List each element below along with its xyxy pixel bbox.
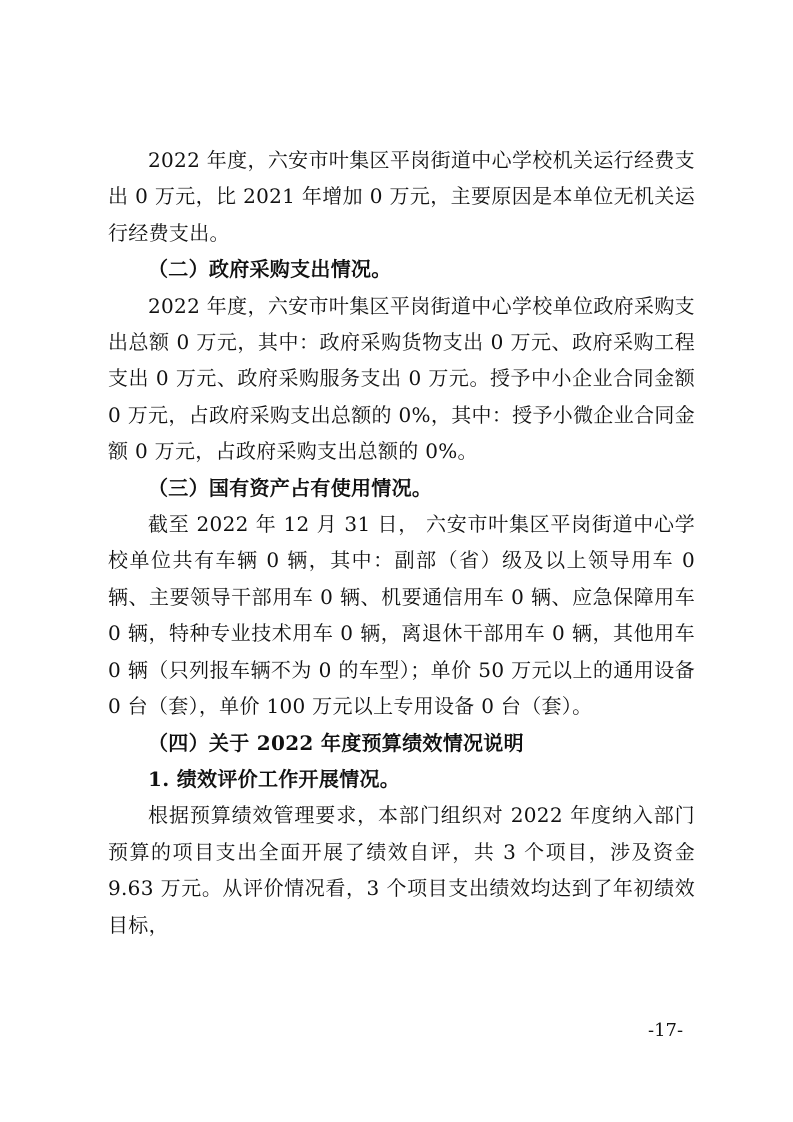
page-number: -17- [648, 1020, 684, 1041]
paragraph-admin-expenses: 2022 年度，六安市叶集区平岗街道中心学校机关运行经费支出 0 万元，比 2021 年增加 0 万元，主要原因是本单位无机关运行经费支出。 [108, 148, 695, 245]
paragraph-performance-evaluation: 根据预算绩效管理要求，本部门组织对 2022 年度纳入部门预算的项目支出全面开展了绩效自评，共 3 个项目，涉及资金 9.63 万元。从评价情况看，3 个项目支出绩效均达到了年初绩效目标， [108, 803, 695, 937]
document-body [108, 142, 695, 943]
heading-budget-performance: （四）关于 2022 年度预算绩效情况说明 [148, 730, 524, 755]
heading-government-procurement: （二）政府采购支出情况。 [148, 257, 392, 282]
paragraph-government-procurement: 2022 年度，六安市叶集区平岗街道中心学校单位政府采购支出总额 0 万元，其中：政府采购货物支出 0 万元、政府采购工程支出 0 万元、政府采购服务支出 0 万元。授予中小企业合同金额 0 万元，占政府采购支出总额的 0%，其中：授予小微企业合同金额 0 万元，占政府采购支出总额的 0%。 [108, 293, 695, 464]
paragraph-state-assets: 截至 2022 年 12 月 31 日， 六安市叶集区平岗街道中心学校单位共有车辆 0 辆，其中：副部（省）级及以上领导用车 0 辆、主要领导干部用车 0 辆、机要通信用车 0 辆、应急保障用车 0 辆，特种专业技术用车 0 辆，离退休干部用车 0 辆，其他用车 0 辆（只列报车辆不为 0 的车型）；单价 50 万元以上的通用设备 0 台（套），单价 100 万元以上专用设备 0 台（套）。 [108, 512, 695, 719]
heading-state-assets: （三）国有资产占有使用情况。 [148, 475, 433, 500]
heading-performance-evaluation: 1. 绩效评价工作开展情况。 [148, 766, 401, 791]
